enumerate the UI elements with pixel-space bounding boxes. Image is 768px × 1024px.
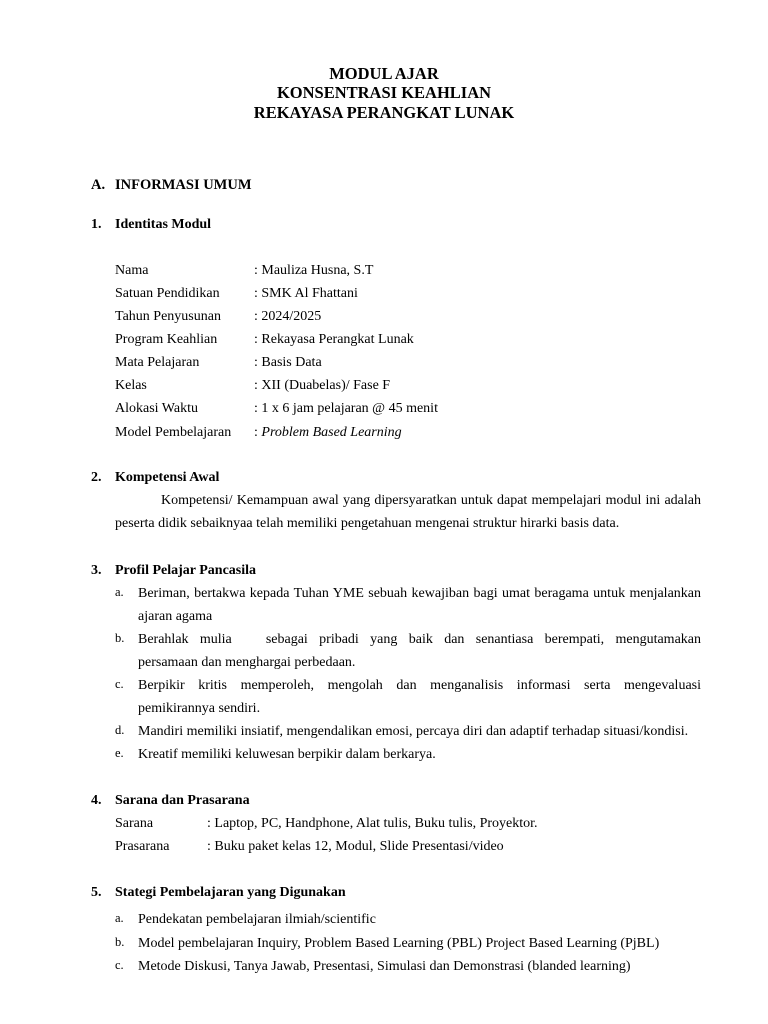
section-a-label: A. xyxy=(91,177,106,193)
identitas-label-alokasi: Alokasi Waktu xyxy=(115,401,198,416)
profil-item-b-line2: persamaan dan menghargai perbedaan. xyxy=(138,655,356,670)
prasarana-label: Prasarana xyxy=(115,839,170,854)
profil-item-c-line2: pemikirannya sendiri. xyxy=(138,701,261,716)
profil-item-e-line1: Kreatif memiliki keluwesan berpikir dalam berkarya. xyxy=(138,747,436,762)
identitas-value-satuan: : SMK Al Fhattani xyxy=(254,286,358,301)
profil-number: 3. xyxy=(91,563,102,578)
profil-item-b-letter: b. xyxy=(115,631,125,645)
kompetensi-line2: peserta didik sebaiknyaa telah memiliki pengetahuan mengenai struktur hirarki basis data. xyxy=(115,516,620,531)
profil-item-a-line2: ajaran agama xyxy=(138,609,213,624)
strategi-item-c-letter: c. xyxy=(115,958,124,972)
strategi-item-b-text: Model pembelajaran Inquiry, Problem Based Learning (PBL) Project Based Learning (PjBL) xyxy=(138,936,660,951)
kompetensi-number: 2. xyxy=(91,470,102,485)
identitas-value-alokasi: : 1 x 6 jam pelajaran @ 45 menit xyxy=(254,401,438,416)
profil-item-d-letter: d. xyxy=(115,723,125,737)
identitas-value-model xyxy=(254,425,402,441)
doc-title-line1: MODUL AJAR xyxy=(329,64,439,83)
prasarana-value: : Buku paket kelas 12, Modul, Slide Presentasi/video xyxy=(207,839,504,854)
doc-title-line3: REKAYASA PERANGKAT LUNAK xyxy=(253,103,515,122)
sarana-title: Sarana dan Prasarana xyxy=(115,793,250,808)
profil-item-d-line1: Mandiri memiliki insiatif, mengendalikan emosi, percaya diri dan adaptif terhadap situasi/kondisi. xyxy=(138,724,689,739)
kompetensi-title: Kompetensi Awal xyxy=(115,470,220,485)
identitas-label-kelas: Kelas xyxy=(115,378,147,393)
profil-item-c-line1: Berpikir kritis memperoleh, mengolah dan menganalisis informasi serta mengevaluasi xyxy=(138,678,701,693)
identitas-value-program: : Rekayasa Perangkat Lunak xyxy=(254,332,414,347)
identitas-label-tahun: Tahun Penyusunan xyxy=(115,309,221,324)
profil-item-b-line1: Berahlak mulia sebagai pribadi yang baik dan senantiasa berempati, mengutamakan xyxy=(138,632,701,647)
strategi-number: 5. xyxy=(91,885,102,900)
identitas-value-kelas: : XII (Duabelas)/ Fase F xyxy=(254,378,391,393)
doc-title-line2: KONSENTRASI KEAHLIAN xyxy=(276,83,492,102)
profil-item-c-letter: c. xyxy=(115,677,124,691)
identitas-value-tahun: : 2024/2025 xyxy=(254,309,322,324)
identitas-label-program: Program Keahlian xyxy=(115,332,218,347)
strategi-item-b-letter: b. xyxy=(115,935,125,949)
identitas-value-mapel: : Basis Data xyxy=(254,355,322,370)
identitas-label-mapel: Mata Pelajaran xyxy=(115,355,200,370)
strategi-item-c-text: Metode Diskusi, Tanya Jawab, Presentasi, Simulasi dan Demonstrasi (blanded learning) xyxy=(138,959,631,974)
identitas-title: Identitas Modul xyxy=(115,217,212,232)
identitas-label-satuan: Satuan Pendidikan xyxy=(115,286,220,301)
profil-item-e-letter: e. xyxy=(115,746,124,760)
sarana-label: Sarana xyxy=(115,816,154,831)
identitas-number: 1. xyxy=(91,217,102,232)
strategi-title: Stategi Pembelajaran yang Digunakan xyxy=(115,885,346,900)
identitas-label-nama: Nama xyxy=(115,263,149,278)
identitas-value-nama: : Mauliza Husna, S.T xyxy=(254,263,374,278)
identitas-value-model-prefix: : xyxy=(254,425,262,440)
identitas-label-model: Model Pembelajaran xyxy=(115,425,232,440)
strategi-item-a-text: Pendekatan pembelajaran ilmiah/scientific xyxy=(138,912,376,927)
kompetensi-line1: Kompetensi/ Kemampuan awal yang dipersyaratkan untuk dapat mempelajari modul ini adalah xyxy=(161,493,701,508)
sarana-value: : Laptop, PC, Handphone, Alat tulis, Buku tulis, Proyektor. xyxy=(207,816,538,831)
sarana-number: 4. xyxy=(91,793,102,808)
strategi-item-a-letter: a. xyxy=(115,911,124,925)
profil-title: Profil Pelajar Pancasila xyxy=(115,563,257,578)
identitas-value-model-italic: Problem Based Learning xyxy=(261,425,402,440)
profil-item-a-letter: a. xyxy=(115,585,124,599)
profil-item-a-line1: Beriman, bertakwa kepada Tuhan YME sebuah kewajiban bagi umat beragama untuk menjalankan xyxy=(138,586,701,601)
section-a-title: INFORMASI UMUM xyxy=(115,177,252,193)
